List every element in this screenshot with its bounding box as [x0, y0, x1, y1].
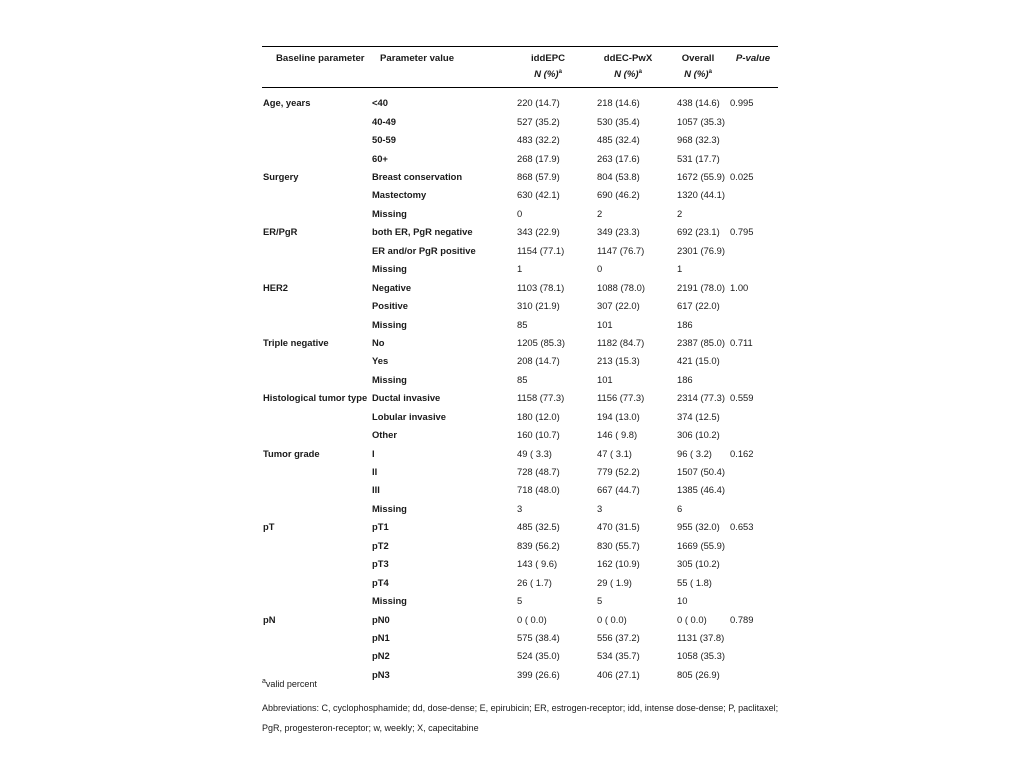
- cell-ddec-pwx: 263 (17.6): [597, 152, 640, 164]
- cell-parameter-value: III: [372, 484, 380, 496]
- cell-ddec-pwx: 690 (46.2): [597, 189, 640, 201]
- table-row: [262, 223, 778, 241]
- cell-parameter-value: ER and/or PgR positive: [372, 244, 476, 256]
- cell-ddec-pwx: 307 (22.0): [597, 300, 640, 312]
- cell-p-value: 0.995: [730, 96, 754, 108]
- footnote: [262, 678, 317, 689]
- cell-p-value: [728, 628, 778, 646]
- cell-parameter-value: Yes: [372, 355, 389, 367]
- cell-overall: 186: [677, 373, 693, 385]
- cell-ddec-pwx: 101: [597, 373, 613, 385]
- cell-parameter-value: Ductal invasive: [372, 392, 441, 404]
- cell-ddec-pwx: 485 (32.4): [597, 134, 640, 146]
- cell-ddec-pwx: 0: [597, 263, 603, 275]
- cell-p-value: [728, 260, 778, 278]
- cell-iddepc: 718 (48.0): [517, 484, 560, 496]
- cell-overall: 306 (10.2): [677, 429, 720, 441]
- cell-ddec-pwx: 406 (27.1): [597, 668, 640, 680]
- footnote-mark: a: [262, 678, 266, 685]
- cell-baseline-parameter: [262, 462, 370, 480]
- cell-parameter-value: Missing: [372, 318, 407, 330]
- cell-p-value: [728, 536, 778, 554]
- cell-parameter-value: pN0: [372, 613, 390, 625]
- table-row: [262, 296, 778, 314]
- cell-iddepc: 483 (32.2): [517, 134, 560, 146]
- cell-overall: 805 (26.9): [677, 668, 720, 680]
- cell-parameter-value: Missing: [372, 207, 407, 219]
- cell-overall: 692 (23.1): [677, 226, 720, 238]
- cell-p-value: 0.653: [730, 521, 754, 533]
- cell-p-value: [728, 647, 778, 665]
- cell-iddepc: 1: [517, 263, 523, 275]
- cell-parameter-value: Missing: [372, 373, 407, 385]
- cell-iddepc: 160 (10.7): [517, 429, 560, 441]
- cell-parameter-value: Lobular invasive: [372, 410, 446, 422]
- cell-parameter-value: pN3: [372, 668, 390, 680]
- cell-p-value: [728, 481, 778, 499]
- cell-overall: 10: [677, 595, 688, 607]
- cell-overall: 421 (15.0): [677, 355, 720, 367]
- cell-p-value: [728, 315, 778, 333]
- header-sub-n-iddepc: [508, 69, 588, 88]
- cell-baseline-parameter: [262, 591, 370, 609]
- cell-ddec-pwx: 804 (53.8): [597, 171, 640, 183]
- cell-baseline-parameter: [262, 425, 370, 443]
- table-row: [262, 536, 778, 554]
- table-row: [262, 130, 778, 148]
- cell-overall: 2: [677, 207, 683, 219]
- cell-iddepc: 0 ( 0.0): [517, 613, 547, 625]
- n-percent-label: N (%): [684, 69, 709, 81]
- cell-iddepc: 268 (17.9): [517, 152, 560, 164]
- cell-iddepc: 839 (56.2): [517, 539, 560, 551]
- cell-ddec-pwx: 29 ( 1.9): [597, 576, 632, 588]
- cell-overall: 305 (10.2): [677, 558, 720, 570]
- cell-baseline-parameter: HER2: [263, 281, 289, 293]
- cell-parameter-value: pN1: [372, 631, 390, 643]
- cell-parameter-value: both ER, PgR negative: [372, 226, 473, 238]
- cell-overall: 617 (22.0): [677, 300, 720, 312]
- cell-overall: 55 ( 1.8): [677, 576, 712, 588]
- cell-parameter-value: Missing: [372, 502, 407, 514]
- header-row: [262, 47, 778, 70]
- cell-baseline-parameter: Triple negative: [263, 336, 329, 348]
- cell-ddec-pwx: 162 (10.9): [597, 558, 640, 570]
- cell-iddepc: 485 (32.5): [517, 521, 560, 533]
- table-row: [262, 315, 778, 333]
- cell-iddepc: 1103 (78.1): [517, 281, 565, 293]
- cell-parameter-value: 60+: [372, 152, 388, 164]
- cell-baseline-parameter: [262, 315, 370, 333]
- cell-baseline-parameter: [262, 536, 370, 554]
- cell-baseline-parameter: [262, 407, 370, 425]
- header-sub-n-ddec: [588, 69, 668, 88]
- cell-ddec-pwx: 213 (15.3): [597, 355, 640, 367]
- header-parameter-value: Parameter value: [370, 47, 508, 70]
- cell-iddepc: 26 ( 1.7): [517, 576, 552, 588]
- cell-iddepc: 180 (12.0): [517, 410, 560, 422]
- cell-overall: 1320 (44.1): [677, 189, 725, 201]
- header-subrow: [262, 69, 778, 88]
- cell-baseline-parameter: pT: [263, 521, 275, 533]
- cell-iddepc: 343 (22.9): [517, 226, 560, 238]
- cell-iddepc: 143 ( 9.6): [517, 558, 558, 570]
- cell-p-value: [728, 462, 778, 480]
- cell-baseline-parameter: [262, 352, 370, 370]
- cell-iddepc: 220 (14.7): [517, 96, 560, 108]
- cell-ddec-pwx: 1182 (84.7): [597, 336, 645, 348]
- cell-parameter-value: pT4: [372, 576, 389, 588]
- cell-overall: 1057 (35.3): [677, 115, 725, 127]
- n-percent-label: N (%): [614, 69, 639, 81]
- cell-p-value: [728, 241, 778, 259]
- cell-iddepc: 85: [517, 373, 528, 385]
- cell-overall: 438 (14.6): [677, 96, 720, 108]
- cell-iddepc: 1154 (77.1): [517, 244, 565, 256]
- header-sub-empty: [370, 69, 508, 88]
- cell-parameter-value: Positive: [372, 300, 408, 312]
- n-percent-label: N (%): [534, 69, 559, 81]
- cell-ddec-pwx: 3: [597, 502, 603, 514]
- footnote-marker: a: [708, 69, 712, 75]
- cell-iddepc: 524 (35.0): [517, 650, 560, 662]
- table-row: [262, 204, 778, 222]
- cell-ddec-pwx: 1088 (78.0): [597, 281, 645, 293]
- table-row: [262, 389, 778, 407]
- cell-p-value: [728, 665, 778, 683]
- header-overall: Overall: [668, 47, 728, 70]
- cell-overall: 1385 (46.4): [677, 484, 725, 496]
- cell-overall: 2301 (76.9): [677, 244, 725, 256]
- cell-baseline-parameter: [262, 499, 370, 517]
- footnote-text: valid percent: [265, 679, 317, 689]
- cell-overall: 1: [677, 263, 683, 275]
- cell-baseline-parameter: pN: [263, 613, 276, 625]
- cell-ddec-pwx: 556 (37.2): [597, 631, 640, 643]
- table-row: [262, 499, 778, 517]
- table-body: [262, 88, 778, 684]
- cell-iddepc: 3: [517, 502, 523, 514]
- table-row: [262, 407, 778, 425]
- cell-ddec-pwx: 194 (13.0): [597, 410, 640, 422]
- cell-baseline-parameter: [262, 241, 370, 259]
- cell-iddepc: 728 (48.7): [517, 466, 560, 478]
- cell-overall: 6: [677, 502, 683, 514]
- cell-overall: 955 (32.0): [677, 521, 720, 533]
- cell-iddepc: 0: [517, 207, 523, 219]
- cell-parameter-value: Negative: [372, 281, 412, 293]
- cell-ddec-pwx: 830 (55.7): [597, 539, 640, 551]
- cell-baseline-parameter: Histological tumor type: [263, 392, 368, 404]
- cell-p-value: 1.00: [730, 281, 749, 293]
- cell-p-value: [728, 370, 778, 388]
- cell-overall: 186: [677, 318, 693, 330]
- cell-ddec-pwx: 47 ( 3.1): [597, 447, 632, 459]
- table-row: [262, 186, 778, 204]
- table-header: [262, 47, 778, 88]
- cell-iddepc: 208 (14.7): [517, 355, 560, 367]
- table-row: [262, 167, 778, 185]
- cell-overall: 374 (12.5): [677, 410, 720, 422]
- table-row: [262, 555, 778, 573]
- cell-parameter-value: 40-49: [372, 115, 396, 127]
- table-row: [262, 88, 778, 113]
- cell-baseline-parameter: Age, years: [263, 96, 311, 108]
- cell-p-value: [728, 204, 778, 222]
- cell-ddec-pwx: 1147 (76.7): [597, 244, 645, 256]
- table-row: [262, 591, 778, 609]
- table-row: [262, 241, 778, 259]
- cell-baseline-parameter: [262, 130, 370, 148]
- cell-iddepc: 575 (38.4): [517, 631, 560, 643]
- cell-iddepc: 85: [517, 318, 528, 330]
- cell-parameter-value: Missing: [372, 595, 407, 607]
- cell-iddepc: 310 (21.9): [517, 300, 560, 312]
- header-sub-n-overall: [668, 69, 728, 88]
- cell-parameter-value: pN2: [372, 650, 390, 662]
- footnote-marker: a: [638, 69, 642, 75]
- table-row: [262, 112, 778, 130]
- cell-p-value: 0.711: [730, 336, 753, 348]
- table-row: [262, 462, 778, 480]
- cell-parameter-value: pT3: [372, 558, 389, 570]
- table-row: [262, 333, 778, 351]
- cell-overall: 1131 (37.8): [677, 631, 725, 643]
- cell-baseline-parameter: [262, 296, 370, 314]
- header-baseline-parameter: Baseline parameter: [262, 47, 370, 70]
- cell-ddec-pwx: 534 (35.7): [597, 650, 640, 662]
- cell-iddepc: 1158 (77.3): [517, 392, 565, 404]
- cell-baseline-parameter: [262, 481, 370, 499]
- cell-parameter-value: 50-59: [372, 134, 396, 146]
- table-row: [262, 628, 778, 646]
- cell-p-value: 0.025: [730, 171, 754, 183]
- cell-p-value: [728, 130, 778, 148]
- cell-p-value: [728, 296, 778, 314]
- cell-parameter-value: No: [372, 336, 385, 348]
- cell-iddepc: 49 ( 3.3): [517, 447, 552, 459]
- cell-baseline-parameter: [262, 573, 370, 591]
- table-row: [262, 370, 778, 388]
- cell-p-value: [728, 149, 778, 167]
- cell-p-value: [728, 352, 778, 370]
- table-row: [262, 610, 778, 628]
- cell-overall: 2387 (85.0): [677, 336, 725, 348]
- header-sub-empty: [262, 69, 370, 88]
- cell-p-value: [728, 555, 778, 573]
- cell-overall: 2314 (77.3): [677, 392, 725, 404]
- cell-iddepc: 527 (35.2): [517, 115, 560, 127]
- table-row: [262, 647, 778, 665]
- cell-p-value: 0.162: [730, 447, 754, 459]
- header-iddepc: iddEPC: [508, 47, 588, 70]
- cell-parameter-value: Other: [372, 429, 398, 441]
- cell-overall: 1507 (50.4): [677, 466, 725, 478]
- cell-iddepc: 5: [517, 595, 523, 607]
- cell-ddec-pwx: 101: [597, 318, 613, 330]
- cell-overall: 0 ( 0.0): [677, 613, 707, 625]
- cell-iddepc: 868 (57.9): [517, 171, 560, 183]
- cell-p-value: 0.789: [730, 613, 754, 625]
- cell-p-value: [728, 591, 778, 609]
- cell-baseline-parameter: [262, 370, 370, 388]
- table-row: [262, 444, 778, 462]
- cell-ddec-pwx: 470 (31.5): [597, 521, 640, 533]
- cell-p-value: [728, 499, 778, 517]
- baseline-characteristics-table: [262, 46, 778, 684]
- cell-p-value: [728, 186, 778, 204]
- cell-baseline-parameter: [262, 186, 370, 204]
- cell-ddec-pwx: 779 (52.2): [597, 466, 640, 478]
- cell-iddepc: 1205 (85.3): [517, 336, 565, 348]
- cell-ddec-pwx: 1156 (77.3): [597, 392, 645, 404]
- cell-baseline-parameter: [262, 149, 370, 167]
- cell-ddec-pwx: 2: [597, 207, 603, 219]
- cell-overall: 531 (17.7): [677, 152, 720, 164]
- baseline-characteristics-table-container: [262, 46, 778, 684]
- cell-ddec-pwx: 0 ( 0.0): [597, 613, 627, 625]
- cell-parameter-value: pT2: [372, 539, 389, 551]
- cell-ddec-pwx: 5: [597, 595, 603, 607]
- cell-parameter-value: Breast conservation: [372, 171, 463, 183]
- cell-parameter-value: Missing: [372, 263, 407, 275]
- header-p-value: P-value: [728, 47, 778, 70]
- cell-ddec-pwx: 218 (14.6): [597, 96, 640, 108]
- table-row: [262, 481, 778, 499]
- table-row: [262, 665, 778, 683]
- table-row: [262, 149, 778, 167]
- table-row: [262, 278, 778, 296]
- cell-baseline-parameter: [262, 260, 370, 278]
- cell-p-value: [728, 407, 778, 425]
- cell-baseline-parameter: [262, 112, 370, 130]
- table-row: [262, 425, 778, 443]
- cell-ddec-pwx: 349 (23.3): [597, 226, 640, 238]
- cell-iddepc: 399 (26.6): [517, 668, 560, 680]
- cell-baseline-parameter: ER/PgR: [263, 226, 298, 238]
- cell-ddec-pwx: 146 ( 9.8): [597, 429, 638, 441]
- footnote-marker: a: [558, 69, 562, 75]
- table-row: [262, 260, 778, 278]
- cell-ddec-pwx: 667 (44.7): [597, 484, 640, 496]
- cell-overall: 1669 (55.9): [677, 539, 725, 551]
- cell-baseline-parameter: [262, 647, 370, 665]
- cell-p-value: 0.795: [730, 226, 754, 238]
- cell-overall: 1672 (55.9): [677, 171, 725, 183]
- cell-parameter-value: II: [372, 466, 378, 478]
- cell-iddepc: 630 (42.1): [517, 189, 560, 201]
- cell-overall: 968 (32.3): [677, 134, 720, 146]
- abbreviations-note: Abbreviations: C, cyclophosphamide; dd, dose-dense; E, epirubicin; ER, estrogen-receptor; idd, intense dose-dense; P, paclitaxel; PgR, progesteron-receptor; w, weekly; X, capecitabine: [262, 703, 779, 733]
- cell-overall: 2191 (78.0): [677, 281, 725, 293]
- cell-baseline-parameter: Tumor grade: [263, 447, 320, 459]
- header-ddec-pwx: ddEC-PwX: [588, 47, 668, 70]
- cell-p-value: [728, 425, 778, 443]
- cell-baseline-parameter: [262, 204, 370, 222]
- cell-parameter-value: Mastectomy: [372, 189, 427, 201]
- cell-baseline-parameter: Surgery: [263, 171, 299, 183]
- table-row: [262, 573, 778, 591]
- cell-ddec-pwx: 530 (35.4): [597, 115, 640, 127]
- cell-p-value: 0.559: [730, 392, 754, 404]
- table-row: [262, 352, 778, 370]
- cell-parameter-value: <40: [372, 96, 388, 108]
- header-sub-empty: [728, 69, 778, 88]
- cell-overall: 1058 (35.3): [677, 650, 725, 662]
- cell-overall: 96 ( 3.2): [677, 447, 712, 459]
- cell-baseline-parameter: [262, 555, 370, 573]
- table-row: [262, 518, 778, 536]
- cell-parameter-value: I: [372, 447, 375, 459]
- cell-p-value: [728, 112, 778, 130]
- cell-baseline-parameter: [262, 628, 370, 646]
- cell-p-value: [728, 573, 778, 591]
- cell-parameter-value: pT1: [372, 521, 389, 533]
